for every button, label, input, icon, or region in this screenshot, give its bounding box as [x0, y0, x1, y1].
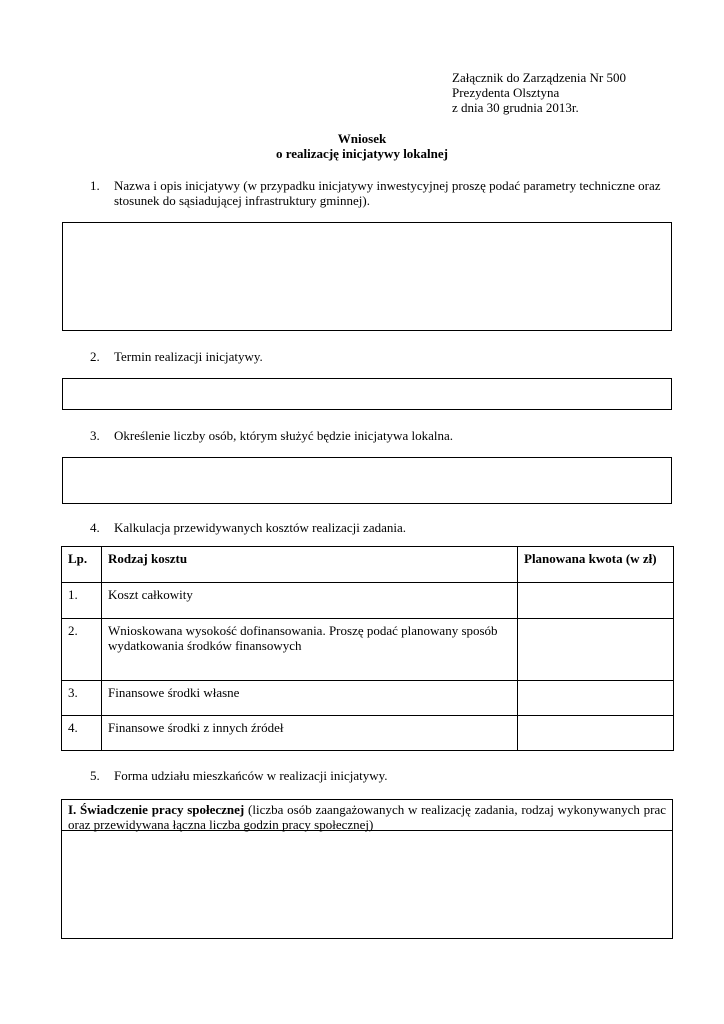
participation-label: I. Świadczenie pracy społecznej [68, 802, 245, 817]
header-line-2: Prezydenta Olsztyna [452, 85, 560, 100]
title-line-2: o realizację inicjatywy lokalnej [276, 146, 448, 161]
row-amount-cell[interactable] [518, 619, 674, 681]
participation-field[interactable] [62, 831, 672, 938]
row-amount-cell[interactable] [518, 716, 674, 751]
table-row [62, 583, 674, 619]
cost-table [61, 546, 674, 751]
header-line-3: z dnia 30 grudnia 2013r. [452, 100, 579, 115]
section-number: 2. [90, 349, 100, 364]
section-1-heading [90, 178, 680, 210]
participation-header [62, 800, 672, 831]
row-lp: 1. [62, 583, 102, 619]
participation-description: (liczba osób zaangażowanych w realizację zadania, rodzaj wykonywanych prac oraz przewidywana łączna liczba godzin pracy społecznej) [68, 802, 666, 832]
table-row [62, 716, 674, 751]
row-amount-cell[interactable] [518, 681, 674, 716]
row-cost-type: Finansowe środki z innych źródeł [102, 716, 518, 751]
participation-box [61, 799, 673, 939]
completion-date-field[interactable] [62, 378, 672, 410]
table-row [62, 619, 674, 681]
section-number: 1. [90, 178, 100, 193]
table-header-row [62, 547, 674, 583]
header-line-1: Załącznik do Zarządzenia Nr 500 [452, 70, 626, 85]
section-3-heading [90, 428, 680, 444]
row-amount-cell[interactable] [518, 583, 674, 619]
row-lp: 4. [62, 716, 102, 751]
header-planned-amount: Planowana kwota (w zł) [518, 547, 674, 583]
header-cost-type: Rodzaj kosztu [102, 547, 518, 583]
header-lp: Lp. [62, 547, 102, 583]
section-number: 4. [90, 520, 100, 535]
section-number: 5. [90, 768, 100, 783]
title-line-1: Wniosek [337, 131, 387, 146]
section-text: Określenie liczby osób, którym służyć będzie inicjatywa lokalna. [114, 428, 453, 443]
row-lp: 2. [62, 619, 102, 681]
section-4-heading [90, 520, 680, 536]
section-text: Termin realizacji inicjatywy. [114, 349, 263, 364]
attachment-header [452, 70, 702, 115]
table-row [62, 681, 674, 716]
section-text: Forma udziału mieszkańców w realizacji inicjatywy. [114, 768, 388, 783]
section-2-heading [90, 349, 680, 365]
beneficiaries-field[interactable] [62, 457, 672, 504]
document-title [0, 131, 724, 161]
row-lp: 3. [62, 681, 102, 716]
section-number: 3. [90, 428, 100, 443]
description-field[interactable] [62, 222, 672, 331]
section-text: Kalkulacja przewidywanych kosztów realizacji zadania. [114, 520, 406, 535]
section-text: Nazwa i opis inicjatywy (w przypadku inicjatywy inwestycyjnej proszę podać parametry techniczne oraz stosunek do sąsiadującej infrastruktury gminnej). [114, 178, 661, 208]
section-5-heading [90, 768, 680, 784]
row-cost-type: Finansowe środki własne [102, 681, 518, 716]
row-cost-type: Koszt całkowity [102, 583, 518, 619]
row-cost-type: Wnioskowana wysokość dofinansowania. Proszę podać planowany sposób wydatkowania środków finansowych [102, 619, 518, 681]
